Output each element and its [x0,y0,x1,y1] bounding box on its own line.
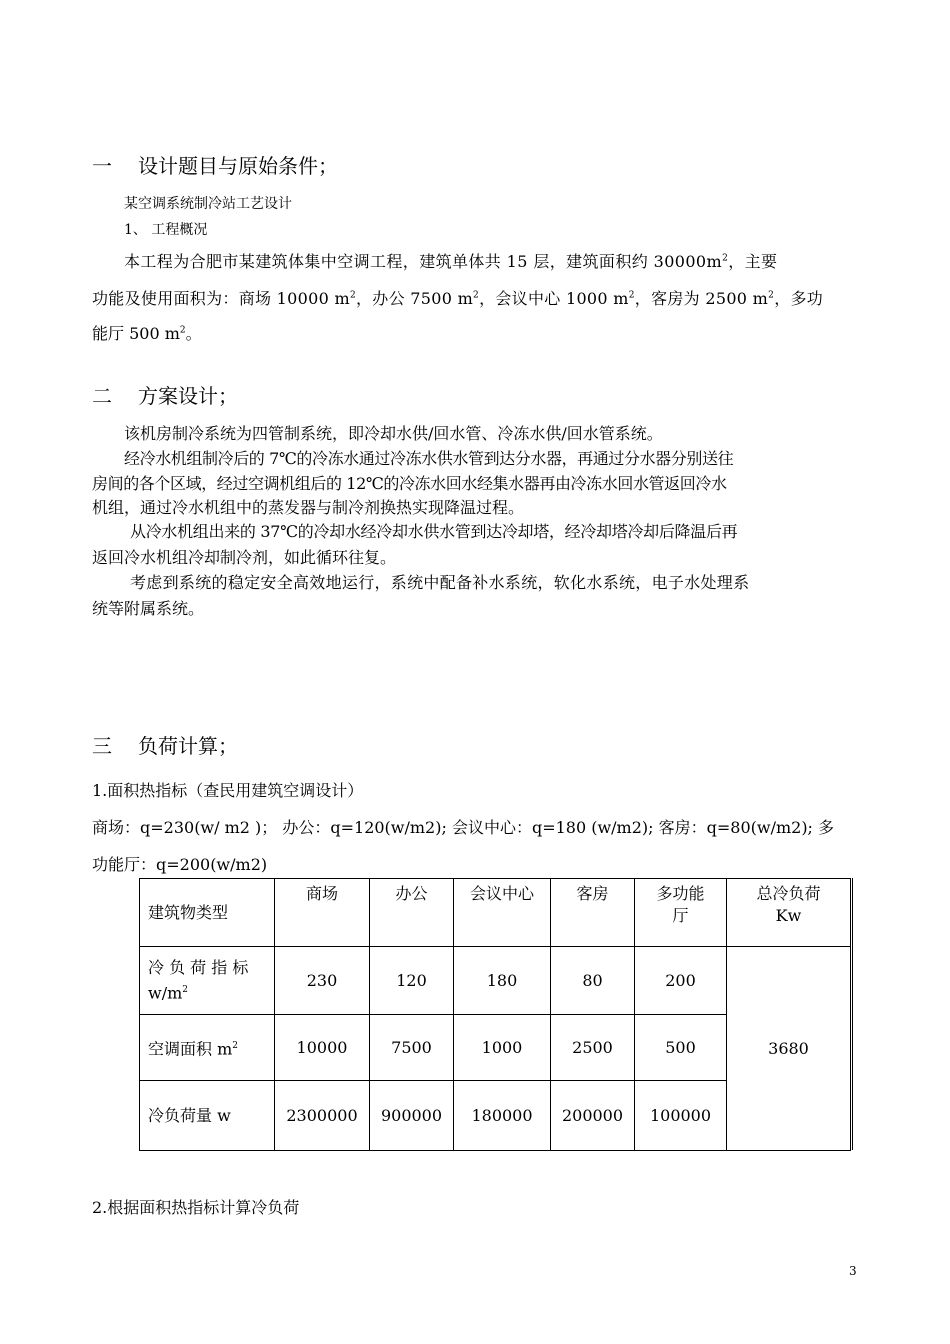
cell-total-load: 3680 [727,947,851,1151]
overview-line-3: 能厅 500 $m^2$。 [92,324,202,343]
overview-line-1: 本工程为合肥市某建筑体集中空调工程，建筑单体共 15 层，建筑面积约 $30000m^2$，主要 [124,252,778,271]
header-office: 办公 [370,879,454,947]
cooling-load-table [139,878,851,1151]
cell-value: 500 [635,1015,727,1081]
row-label-cooling-load: 冷负荷量 w [140,1081,275,1151]
scheme-line-1: 该机房制冷系统为四管制系统，即冷却水供/回水管、冷冻水供/回水管系统。 [124,424,663,443]
header-mall: 商场 [275,879,370,947]
section-1-number: 一 [92,154,112,178]
scheme-line-5: 从冷水机组出来的 37℃的冷却水经冷却水供水管到达冷却塔，经冷却塔冷却后降温后再 [130,522,738,541]
page-number: 3 [849,1264,857,1278]
section-3-heading [92,730,238,759]
section-2-title: 方案设计； [138,384,238,408]
header-multifunction: 多功能 厅 [635,879,727,947]
cell-value: 200000 [551,1081,635,1151]
table-header-row [140,879,851,947]
section-2-number: 二 [92,384,112,408]
cell-value: 80 [551,947,635,1015]
cell-value: 200 [635,947,727,1015]
scheme-line-7: 考虑到系统的稳定安全高效地运行，系统中配备补水系统，软化水系统，电子水处理系 [130,573,750,592]
section-1-heading [92,150,338,179]
cell-value: 2300000 [275,1081,370,1151]
section-2-heading [92,380,238,409]
header-total-load: 总冷负荷 Kw [727,879,851,947]
header-guest-room: 客房 [551,879,635,947]
row-label-area: 空调面积 $m^2$ [140,1015,275,1081]
scheme-line-3: 房间的各个区域，经过空调机组后的 12℃的冷冻水回水经集水器再由冷冻水回水管返回冷水 [92,474,727,493]
table-double-border [852,878,853,1150]
cell-value: 7500 [370,1015,454,1081]
section-3-number: 三 [92,734,112,758]
cell-value: 900000 [370,1081,454,1151]
heat-index-line-2: 功能厅：q=200(w/m2) [92,855,268,874]
row-label-load-index: 冷 负 荷 指 标 $w/m^2$ [140,947,275,1015]
scheme-line-2: 经冷水机组制冷后的 7℃的冷冻水通过冷冻水供水管到达分水器，再通过分水器分别送往 [124,449,734,468]
subsection-overview: 1、 工程概况 [124,222,208,238]
cell-value: 180 [454,947,551,1015]
header-conference: 会议中心 [454,879,551,947]
cell-value: 10000 [275,1015,370,1081]
overview-line-2: 功能及使用面积为：商场 10000 $m^2$，办公 7500 $m^2$，会议中心 1000 $m^2$，客房为 2500 $m^2$，多功 [92,289,824,308]
heat-index-line-1: 商场：q=230(w/ m2 )； 办公：q=120(w/m2); 会议中心：q=180 (w/m2); 客房：q=80(w/m2); 多 [92,818,835,837]
cell-value: 180000 [454,1081,551,1151]
header-building-type: 建筑物类型 [140,879,275,947]
cell-value: 120 [370,947,454,1015]
subsection-area-heat-index: 1.面积热指标（查民用建筑空调设计） [92,781,364,800]
project-name: 某空调系统制冷站工艺设计 [124,196,292,212]
table-row [140,947,851,1015]
section-3-title: 负荷计算； [138,734,238,758]
cell-value: 2500 [551,1015,635,1081]
section-1-title: 设计题目与原始条件； [138,154,338,178]
scheme-line-4: 机组，通过冷水机组中的蒸发器与制冷剂换热实现降温过程。 [92,498,525,517]
cell-value: 230 [275,947,370,1015]
cell-value: 100000 [635,1081,727,1151]
scheme-line-8: 统等附属系统。 [92,599,205,618]
scheme-line-6: 返回冷水机组冷却制冷剂，如此循环往复。 [92,548,397,567]
subsection-cooling-load-calc: 2.根据面积热指标计算冷负荷 [92,1198,300,1217]
cell-value: 1000 [454,1015,551,1081]
